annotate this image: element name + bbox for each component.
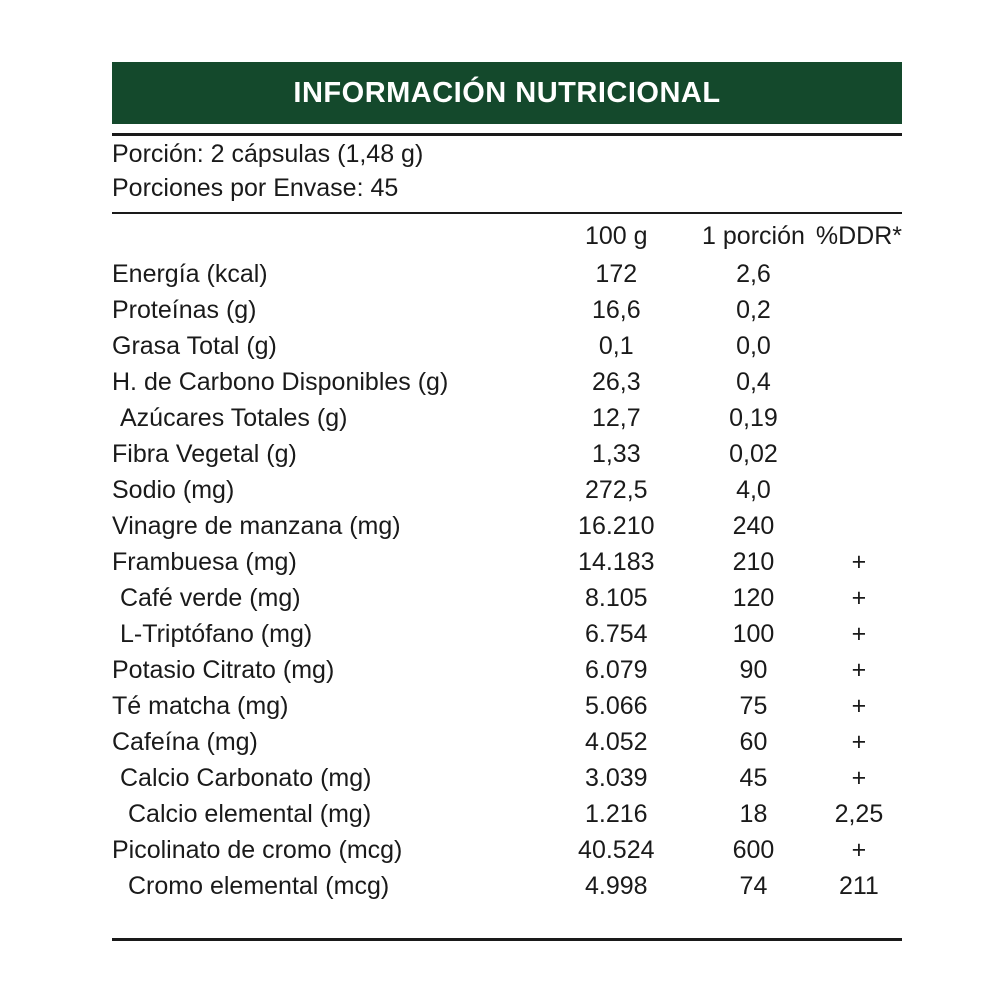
nutrient-per-100g: 1.216 xyxy=(585,800,648,828)
nutrient-per-100g: 6.079 xyxy=(585,656,648,684)
nutrient-per-100g: 5.066 xyxy=(585,692,648,720)
nutrient-per-100g: 0,1 xyxy=(598,332,634,360)
nutrient-per-100g: 1,33 xyxy=(591,440,641,468)
column-header-nutrient xyxy=(112,218,541,256)
nutrient-name: Frambuesa (mg) xyxy=(112,548,297,576)
nutrient-name: Vinagre de manzana (mg) xyxy=(112,512,401,540)
nutrient-ddr: + xyxy=(851,548,867,576)
nutrient-ddr xyxy=(816,508,902,544)
nutrient-ddr: + xyxy=(851,692,867,720)
nutrient-per-portion: 120 xyxy=(732,584,775,612)
nutrient-per-portion: 60 xyxy=(739,728,768,756)
nutrient-per-100g: 16,6 xyxy=(591,296,641,324)
nutrient-per-portion: 0,0 xyxy=(736,332,771,360)
nutrient-per-100g: 16.210 xyxy=(578,512,655,540)
column-header-per-portion: 1 porción xyxy=(702,222,805,250)
nutrient-ddr xyxy=(816,364,902,400)
nutrition-table xyxy=(112,218,902,904)
nutrient-per-portion: 0,02 xyxy=(729,440,778,468)
nutrient-name: Cromo elemental (mcg) xyxy=(128,872,390,900)
nutrient-ddr xyxy=(816,400,902,436)
table-row xyxy=(112,328,902,364)
table-row xyxy=(112,832,902,868)
nutrient-name: Grasa Total (g) xyxy=(112,332,277,360)
serving-per-container: Porciones por Envase: 45 xyxy=(112,174,399,202)
nutrient-per-100g: 14.183 xyxy=(578,548,655,576)
nutrient-name: Proteínas (g) xyxy=(112,296,257,324)
nutrient-name: Calcio Carbonato (mg) xyxy=(120,764,372,792)
divider-top xyxy=(112,133,902,136)
divider-bottom xyxy=(112,938,902,941)
divider-middle xyxy=(112,212,902,214)
nutrient-name: H. de Carbono Disponibles (g) xyxy=(112,368,449,396)
table-row xyxy=(112,796,902,832)
nutrient-per-100g: 40.524 xyxy=(578,836,655,864)
table-row xyxy=(112,688,902,724)
nutrient-per-100g: 4.052 xyxy=(585,728,648,756)
nutrient-name: Picolinato de cromo (mcg) xyxy=(112,836,403,864)
table-row xyxy=(112,760,902,796)
nutrient-per-portion: 74 xyxy=(739,872,768,900)
table-row xyxy=(112,580,902,616)
nutrition-table-body xyxy=(112,256,902,904)
nutrient-ddr: + xyxy=(851,728,867,756)
nutrient-per-100g: 6.754 xyxy=(585,620,648,648)
nutrient-name: L-Triptófano (mg) xyxy=(120,620,313,648)
table-row xyxy=(112,400,902,436)
table-row xyxy=(112,364,902,400)
nutrient-per-portion: 100 xyxy=(732,620,775,648)
table-row xyxy=(112,436,902,472)
nutrient-ddr: + xyxy=(851,656,867,684)
nutrient-name: Energía (kcal) xyxy=(112,260,268,288)
nutrient-ddr xyxy=(816,472,902,508)
nutrient-name: Fibra Vegetal (g) xyxy=(112,440,297,468)
column-header-ddr: %DDR* xyxy=(815,222,902,250)
nutrient-per-100g: 8.105 xyxy=(585,584,648,612)
nutrient-ddr xyxy=(816,256,902,292)
nutrient-per-portion: 90 xyxy=(739,656,768,684)
nutrient-per-100g: 12,7 xyxy=(591,404,641,432)
nutrient-per-portion: 45 xyxy=(739,764,768,792)
table-row xyxy=(112,472,902,508)
nutrient-ddr: + xyxy=(851,764,867,792)
table-row xyxy=(112,652,902,688)
column-header-per-100g: 100 g xyxy=(585,222,648,250)
serving-info xyxy=(112,137,902,205)
nutrient-ddr: + xyxy=(851,584,867,612)
nutrient-per-portion: 210 xyxy=(732,548,775,576)
nutrient-ddr xyxy=(816,436,902,472)
table-row xyxy=(112,292,902,328)
nutrient-ddr: 2,25 xyxy=(834,800,884,828)
nutrient-name: Té matcha (mg) xyxy=(112,692,289,720)
nutrient-per-100g: 4.998 xyxy=(585,872,648,900)
nutrient-ddr xyxy=(816,292,902,328)
nutrient-name: Potasio Citrato (mg) xyxy=(112,656,335,684)
nutrient-name: Café verde (mg) xyxy=(120,584,301,612)
nutrient-per-portion: 2,6 xyxy=(736,260,771,288)
table-row xyxy=(112,544,902,580)
nutrient-name: Azúcares Totales (g) xyxy=(120,404,348,432)
table-row xyxy=(112,616,902,652)
page-title: INFORMACIÓN NUTRICIONAL xyxy=(293,76,721,109)
nutrient-per-portion: 0,4 xyxy=(736,368,771,396)
serving-portion: Porción: 2 cápsulas (1,48 g) xyxy=(112,140,424,168)
nutrient-per-portion: 0,2 xyxy=(736,296,771,324)
nutrient-per-100g: 272,5 xyxy=(585,476,648,504)
table-row xyxy=(112,508,902,544)
nutrient-name: Cafeína (mg) xyxy=(112,728,258,756)
table-row xyxy=(112,868,902,904)
nutrient-per-portion: 600 xyxy=(732,836,775,864)
table-header-row xyxy=(112,218,902,256)
nutrient-per-100g: 172 xyxy=(595,260,638,288)
table-row xyxy=(112,724,902,760)
nutrient-per-portion: 4,0 xyxy=(736,476,771,504)
nutrient-ddr xyxy=(816,328,902,364)
table-row xyxy=(112,256,902,292)
nutrient-per-portion: 75 xyxy=(739,692,768,720)
nutrient-per-portion: 0,19 xyxy=(729,404,778,432)
nutrition-header-bar xyxy=(112,62,902,124)
nutrient-name: Calcio elemental (mg) xyxy=(128,800,372,828)
nutrient-ddr: + xyxy=(851,836,867,864)
nutrient-per-100g: 3.039 xyxy=(585,764,648,792)
nutrient-per-portion: 240 xyxy=(732,512,775,540)
nutrient-ddr: + xyxy=(851,620,867,648)
nutrient-per-100g: 26,3 xyxy=(591,368,641,396)
nutrient-ddr: 211 xyxy=(838,872,879,900)
nutrient-name: Sodio (mg) xyxy=(112,476,235,504)
nutrient-per-portion: 18 xyxy=(739,800,768,828)
